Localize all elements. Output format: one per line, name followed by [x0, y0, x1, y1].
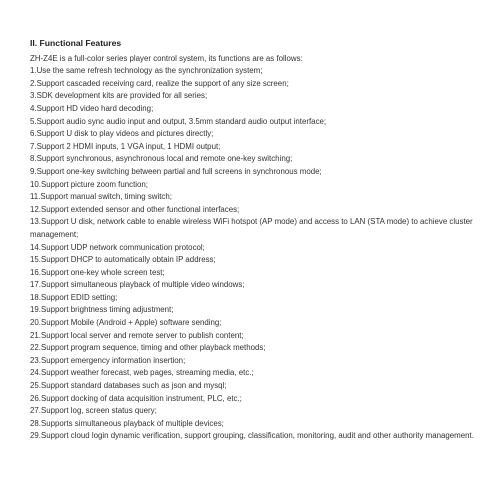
feature-item: 7.Support 2 HDMI inputs, 1 VGA input, 1 HDMI output; — [30, 141, 221, 151]
feature-item: 22.Support program sequence, timing and other playback methods; — [30, 343, 266, 353]
intro-paragraph: ZH-Z4E is a full-color series player control system, its functions are as follows: — [30, 53, 303, 63]
feature-list — [30, 65, 485, 443]
feature-item: 10.Support picture zoom function; — [30, 179, 148, 189]
feature-item: 17.Support simultaneous playback of multiple video windows; — [30, 280, 245, 290]
feature-item: 29.Support cloud login dynamic verification, support grouping, classification, monitoring, audit and other authority management. — [30, 431, 474, 441]
feature-item: 13.Support U disk, network cable to enable wireless WiFi hotspot (AP mode) and access to LAN (STA mode) to achieve cluster management; — [30, 217, 473, 239]
feature-item: 12.Support extended sensor and other functional interfaces; — [30, 204, 240, 214]
feature-item: 16.Support one-key whole screen test; — [30, 267, 165, 277]
feature-item: 18.Support EDID setting; — [30, 292, 118, 302]
feature-item: 6.Support U disk to play videos and pictures directly; — [30, 129, 214, 139]
feature-item: 9.Support one-key switching between partial and full screens in synchronous mode; — [30, 166, 322, 176]
feature-item: 26.Support docking of data acquisition instrument, PLC, etc.; — [30, 393, 242, 403]
feature-item: 1.Use the same refresh technology as the synchronization system; — [30, 66, 263, 76]
feature-item: 4.Support HD video hard decoding; — [30, 103, 154, 113]
feature-item: 21.Support local server and remote server to publish content; — [30, 330, 244, 340]
feature-item: 25.Support standard databases such as json and mysql; — [30, 381, 227, 391]
feature-item: 5.Support audio sync audio input and output, 3.5mm standard audio output interface; — [30, 116, 327, 126]
feature-item: 24.Support weather forecast, web pages, streaming media, etc.; — [30, 368, 254, 378]
feature-item: 11.Support manual switch, timing switch; — [30, 192, 172, 202]
feature-item: 15.Support DHCP to automatically obtain IP address; — [30, 255, 216, 265]
feature-item: 19.Support brightness timing adjustment; — [30, 305, 174, 315]
feature-item: 27.Support log, screen status query; — [30, 406, 157, 416]
feature-item: 2.Support cascaded receiving card, realize the support of any size screen; — [30, 78, 289, 88]
feature-item: 3.SDK development kits are provided for all series; — [30, 91, 208, 101]
feature-item: 8.Support synchronous, asynchronous local and remote one-key switching; — [30, 154, 293, 164]
feature-item: 23.Support emergency information insertion; — [30, 355, 186, 365]
feature-item: 14.Support UDP network communication protocol; — [30, 242, 205, 252]
section-heading: II. Functional Features — [30, 38, 122, 48]
document-body — [30, 37, 485, 443]
feature-item: 28.Supports simultaneous playback of multiple devices; — [30, 418, 224, 428]
feature-item: 20.Support Mobile (Android + Apple) software sending; — [30, 318, 222, 328]
